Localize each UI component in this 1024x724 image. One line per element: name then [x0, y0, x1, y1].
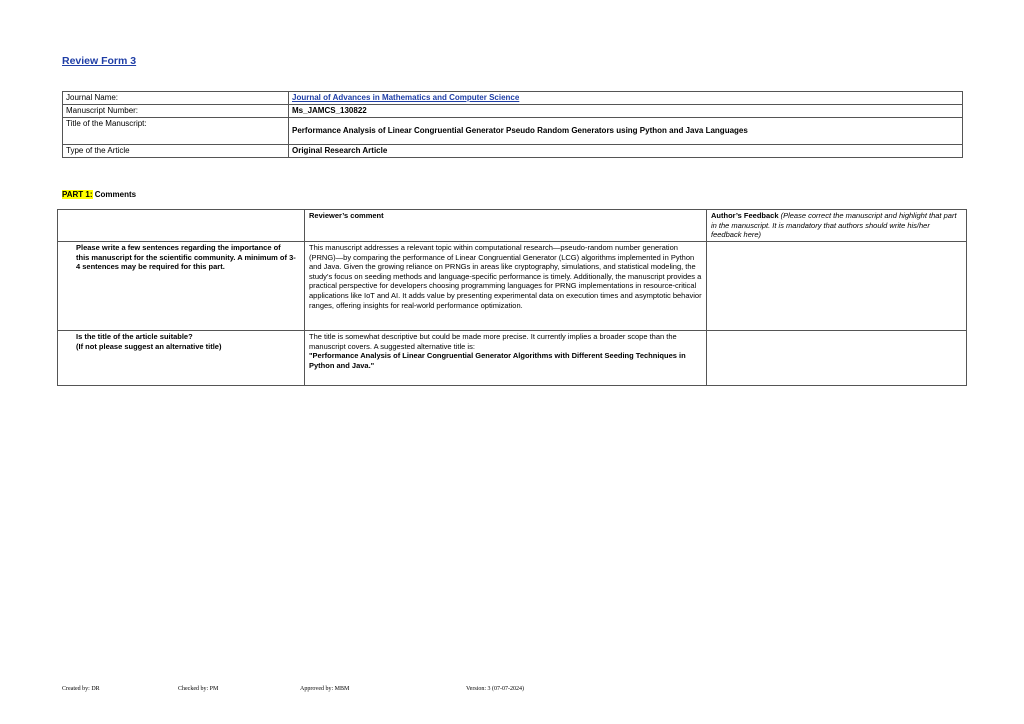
author-feedback-importance[interactable]: [707, 242, 967, 331]
manuscript-number-row: [63, 105, 963, 118]
journal-label: Journal Name:: [63, 92, 289, 105]
comments-header-row: [58, 210, 967, 242]
author-feedback-header-note: (Please correct the manuscript and highlight that part in the manuscript. It is mandatory that authors should write his/her feedback here): [711, 211, 957, 240]
suggested-alternative-title: "Performance Analysis of Linear Congruential Generator Algorithms with Different Seeding Techniques in Python and Java.": [309, 351, 686, 370]
journal-name-text[interactable]: Journal of Advances in Mathematics and Computer Science: [292, 93, 520, 102]
part1-heading: [62, 190, 136, 199]
reviewer-comment-importance: This manuscript addresses a relevant topic within computational research—pseudo-random number generation (PRNG)—by comparing the performance of Linear Congruential Generator (LCG) algorithms implemented in Python and Java. Given the growing reliance on PRNGs in areas like cryptography, simulations, and statistical modeling, the study’s focus on seeding methods and language-specific performance is timely. Additionally, the manuscript provides a practical perspective for developers choosing programming languages for PRNG implementations in resource-critical applications like IoT and AI. It adds value by presenting experimental data on execution times and asymptotic behavior ranges, offering insights for real-world performance optimization.: [305, 242, 707, 331]
journal-name-link[interactable]: [289, 92, 963, 105]
article-type-label: Type of the Article: [63, 145, 289, 158]
question-importance: Please write a few sentences regarding the importance of this manuscript for the scientific community. A minimum of 3-4 sentences may be required for this part.: [58, 242, 305, 331]
author-feedback-header: [707, 210, 967, 242]
footer-version: Version: 3 (07-07-2024): [466, 686, 524, 692]
article-type-row: [63, 145, 963, 158]
manuscript-number-value: Ms_JAMCS_130822: [289, 105, 963, 118]
manuscript-title-label: Title of the Manuscript:: [63, 118, 289, 145]
footer-approved-by: Approved by: MBM: [300, 686, 350, 692]
footer-created-by: Created by: DR: [62, 686, 100, 692]
manuscript-title-row: [63, 118, 963, 145]
reviewer-comment-title-text: The title is somewhat descriptive but could be made more precise. It currently implies a broader scope than the manuscript covers. A suggested alternative title is:: [309, 332, 677, 351]
manuscript-number-label: Manuscript Number:: [63, 105, 289, 118]
manuscript-title-value: Performance Analysis of Linear Congruential Generator Pseudo Random Generators using Python and Java Languages: [289, 118, 963, 145]
comments-row-title: [58, 331, 967, 386]
author-feedback-header-title: Author’s Feedback: [711, 211, 779, 220]
part1-title: Comments: [92, 190, 137, 199]
form-title: Review Form 3: [62, 55, 137, 67]
article-type-value: Original Research Article: [289, 145, 963, 158]
author-feedback-title[interactable]: [707, 331, 967, 386]
comments-row-importance: [58, 242, 967, 331]
footer-checked-by: Checked by: PM: [178, 686, 219, 692]
question-title-line1: Is the title of the article suitable?: [76, 332, 193, 341]
part1-label: PART 1:: [62, 190, 93, 199]
manuscript-info-table: [62, 91, 963, 158]
comments-table: [57, 209, 967, 386]
reviewer-comment-header: Reviewer’s comment: [305, 210, 707, 242]
reviewer-comment-title: [305, 331, 707, 386]
question-header-cell: [58, 210, 305, 242]
question-title-suitable: [58, 331, 305, 386]
journal-row: [63, 92, 963, 105]
question-title-line2: (If not please suggest an alternative title): [76, 341, 222, 351]
